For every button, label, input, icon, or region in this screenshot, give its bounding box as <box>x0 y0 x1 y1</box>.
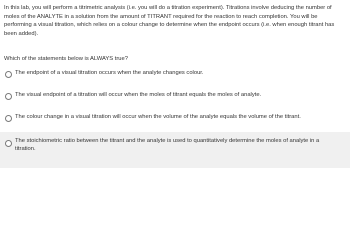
intro-text: In this lab, you will perform a titrimetric analysis (i.e. you will do a titration experiment). Titrations involve deducing the number of moles of the ANALYTE in a solution from the amount of TITRANT required for the reaction to reach completion. You will be performing a visual titration, which relies on a colour change to determine when the endpoint occurs (i.e. when enough titrant has been added). <box>4 5 335 37</box>
radio-button[interactable] <box>5 115 12 122</box>
radio-button[interactable] <box>5 140 12 147</box>
radio-button[interactable] <box>5 71 12 78</box>
answer-option-3[interactable] <box>0 112 350 126</box>
answer-option-2[interactable] <box>0 90 350 104</box>
question-prompt: Which of the statements below is ALWAYS true? <box>4 56 128 62</box>
answer-option-4[interactable] <box>0 132 350 168</box>
answer-option-label: The endpoint of a visual titration occurs when the analyte changes colour. <box>15 70 204 76</box>
answer-option-label: The visual endpoint of a titration will occur when the moles of titrant equals the moles of analyte. <box>15 92 262 98</box>
answer-option-label: The colour change in a visual titration will occur when the volume of the analyte equals the volume of the titrant. <box>15 114 301 120</box>
answer-option-1[interactable] <box>0 68 350 82</box>
radio-button[interactable] <box>5 93 12 100</box>
answer-option-label: The stoichiometric ratio between the titrant and the analyte is used to quantitatively determine the moles of analyte in a titration. <box>15 138 320 153</box>
